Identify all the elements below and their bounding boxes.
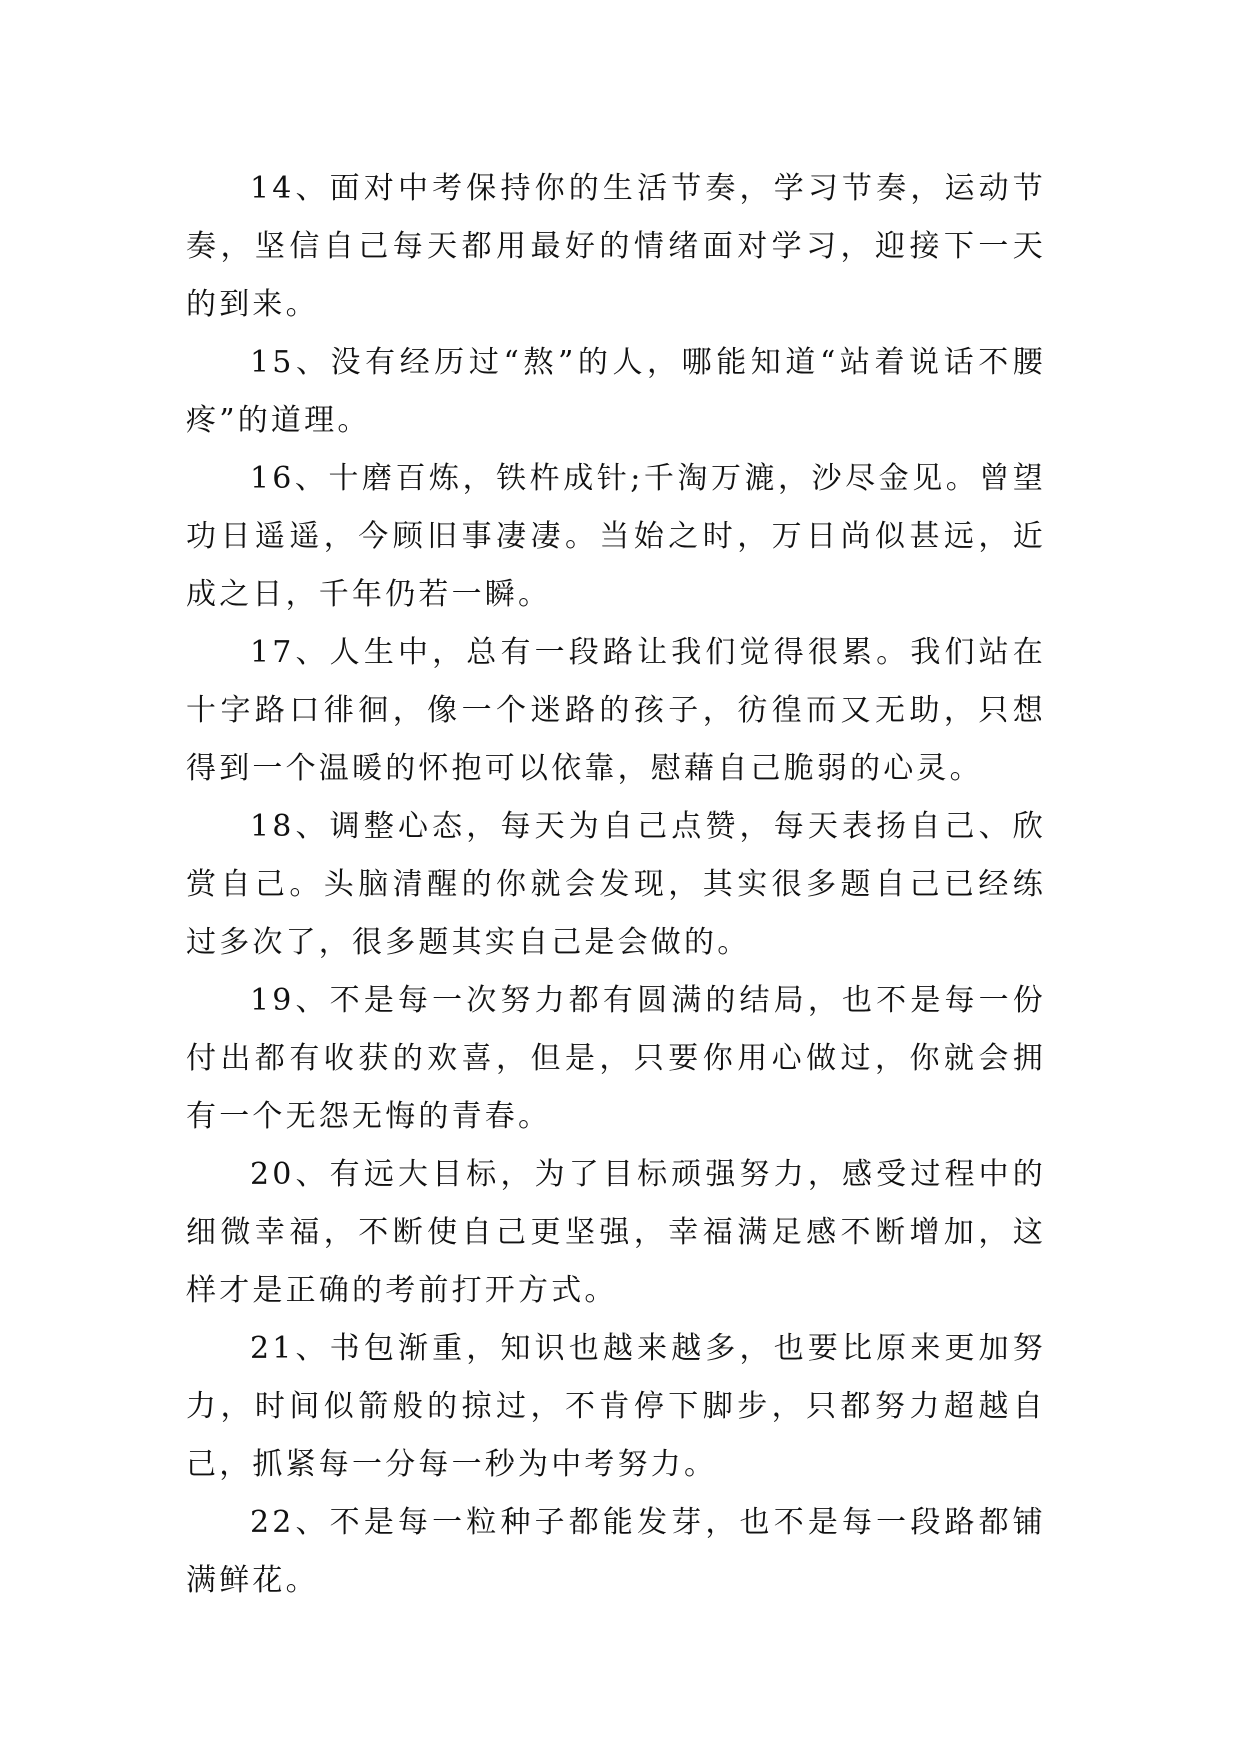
paragraph-22: 22、不是每一粒种子都能发芽，也不是每一段路都铺满鲜花。 (186, 1505, 1046, 1598)
paragraph-15: 15、没有经历过“熬”的人，哪能知道“站着说话不腰疼”的道理。 (186, 345, 1046, 438)
document-body (186, 160, 1046, 1610)
paragraph-17: 17、人生中，总有一段路让我们觉得很累。我们站在十字路口徘徊，像一个迷路的孩子，彷徨而又无助，只想得到一个温暖的怀抱可以依靠，慰藉自己脆弱的心灵。 (186, 635, 1046, 786)
paragraph-19: 19、不是每一次努力都有圆满的结局，也不是每一份付出都有收获的欢喜，但是，只要你用心做过，你就会拥有一个无怨无悔的青春。 (186, 983, 1046, 1134)
paragraph-20: 20、有远大目标，为了目标顽强努力，感受过程中的细微幸福，不断使自己更坚强，幸福满足感不断增加，这样才是正确的考前打开方式。 (186, 1157, 1046, 1308)
paragraph-14: 14、面对中考保持你的生活节奏，学习节奏，运动节奏，坚信自己每天都用最好的情绪面对学习，迎接下一天的到来。 (186, 171, 1046, 322)
paragraph-16: 16、十磨百炼，铁杵成针;千淘万漉，沙尽金见。曾望功日遥遥，今顾旧事凄凄。当始之时，万日尚似甚远，近成之日，千年仍若一瞬。 (186, 461, 1046, 612)
paragraph-18: 18、调整心态，每天为自己点赞，每天表扬自己、欣赏自己。头脑清醒的你就会发现，其实很多题自己已经练过多次了，很多题其实自己是会做的。 (186, 809, 1046, 960)
paragraph-21: 21、书包渐重，知识也越来越多，也要比原来更加努力，时间似箭般的掠过，不肯停下脚步，只都努力超越自己，抓紧每一分每一秒为中考努力。 (186, 1331, 1046, 1482)
